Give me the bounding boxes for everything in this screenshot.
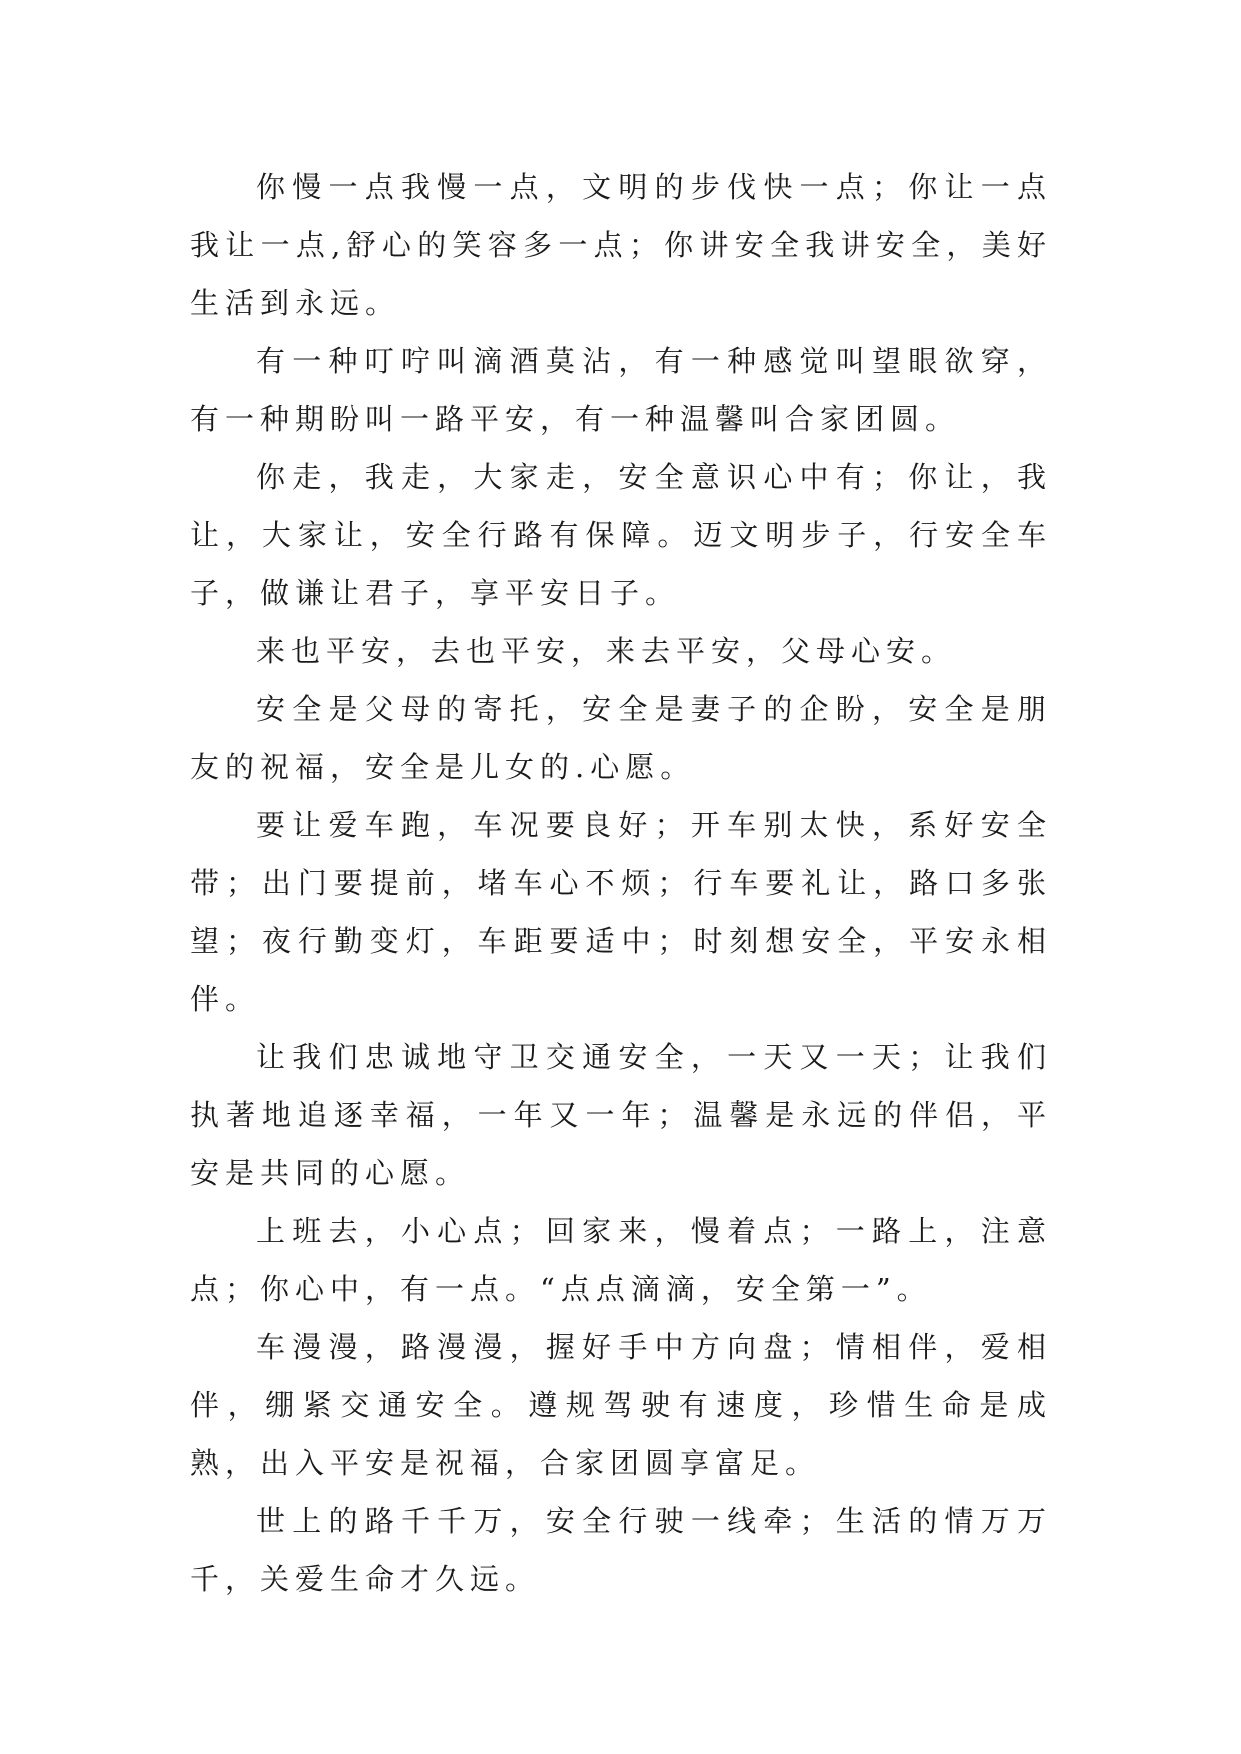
paragraph: 有一种叮咛叫滴酒莫沾，有一种感觉叫望眼欲穿，有一种期盼叫一路平安，有一种温馨叫合家团圆。 xyxy=(190,344,1052,436)
document-body xyxy=(190,158,1052,1608)
paragraph: 你慢一点我慢一点，文明的步伐快一点；你让一点我让一点,舒心的笑容多一点；你讲安全我讲安全，美好生活到永远。 xyxy=(190,170,1052,320)
paragraph: 要让爱车跑，车况要良好；开车别太快，系好安全带；出门要提前，堵车心不烦；行车要礼让，路口多张望；夜行勤变灯，车距要适中；时刻想安全，平安永相伴。 xyxy=(190,808,1052,1016)
paragraph: 上班去，小心点；回家来，慢着点；一路上，注意点；你心中，有一点。“点点滴滴，安全第一”。 xyxy=(190,1214,1052,1306)
paragraph: 车漫漫，路漫漫，握好手中方向盘；情相伴，爱相伴，绷紧交通安全。遵规驾驶有速度，珍惜生命是成熟，出入平安是祝福，合家团圆享富足。 xyxy=(190,1330,1052,1480)
paragraph: 安全是父母的寄托，安全是妻子的企盼，安全是朋友的祝福，安全是儿女的.心愿。 xyxy=(190,692,1052,784)
paragraph: 世上的路千千万，安全行驶一线牵；生活的情万万千，关爱生命才久远。 xyxy=(190,1504,1052,1596)
paragraph: 让我们忠诚地守卫交通安全，一天又一天；让我们执著地追逐幸福，一年又一年；温馨是永远的伴侣，平安是共同的心愿。 xyxy=(190,1040,1052,1190)
paragraph: 你走，我走，大家走，安全意识心中有；你让，我让，大家让，安全行路有保障。迈文明步子，行安全车子，做谦让君子，享平安日子。 xyxy=(190,460,1052,610)
paragraph: 来也平安，去也平安，来去平安，父母心安。 xyxy=(256,634,957,668)
